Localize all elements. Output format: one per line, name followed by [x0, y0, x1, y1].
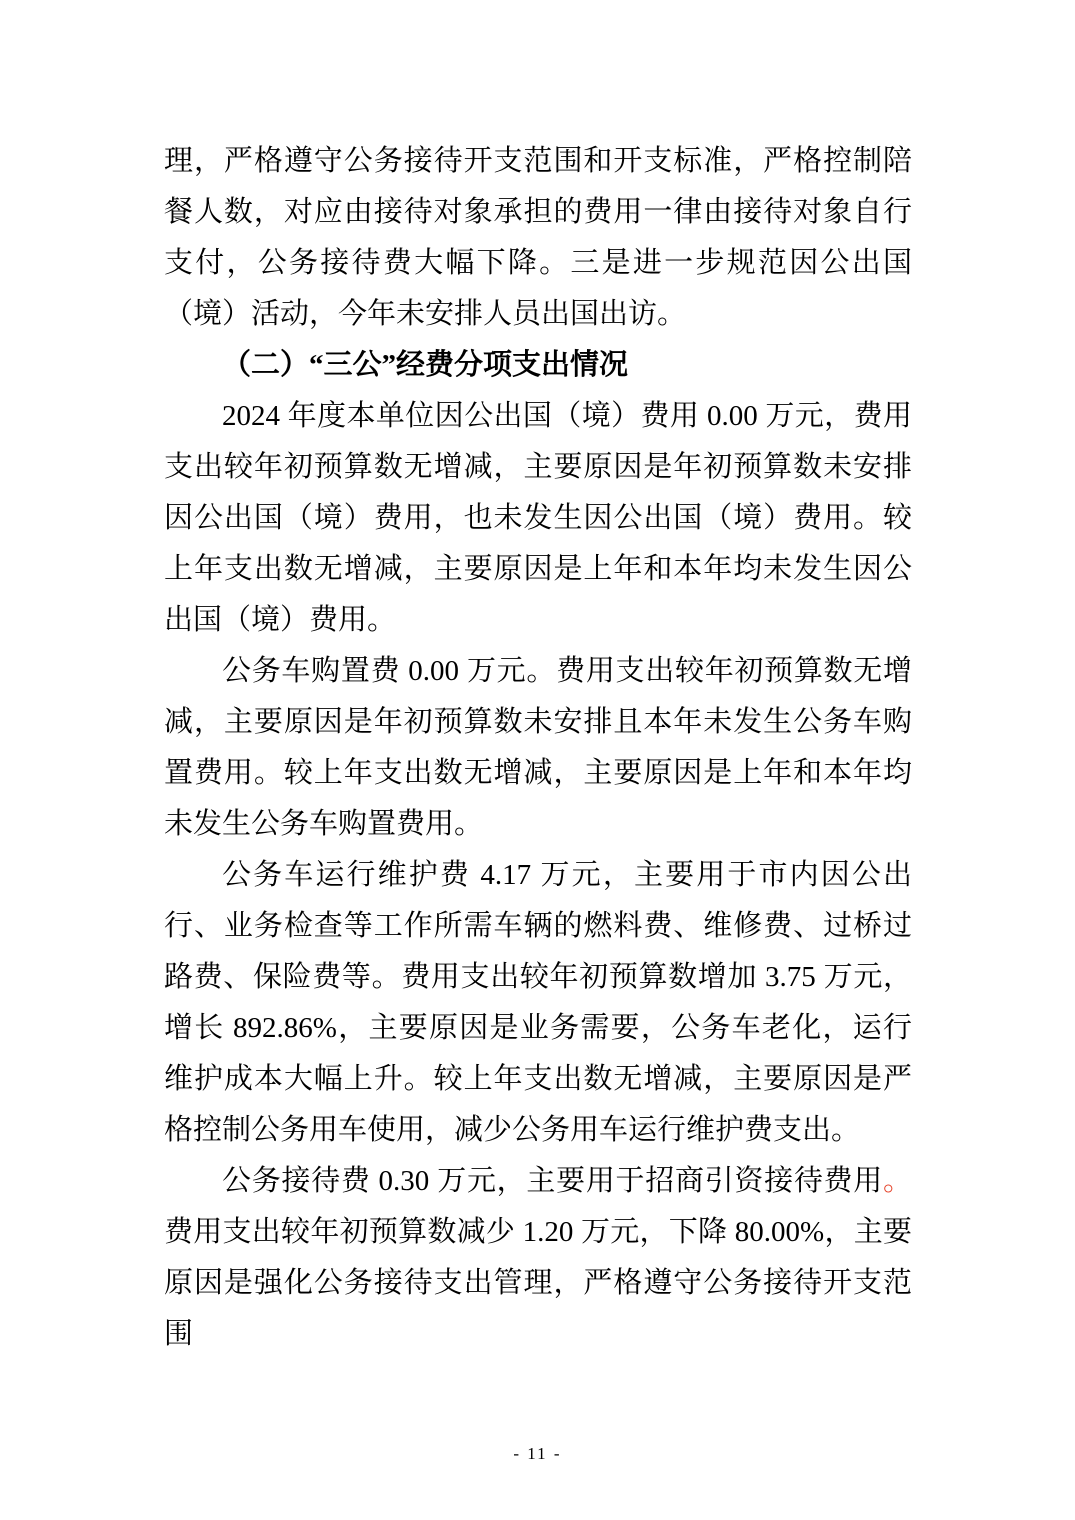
paragraph-vehicle-maintenance: 公务车运行维护费 4.17 万元，主要用于市内因公出行、业务检查等工作所需车辆的燃料费、维修费、过桥过路费、保险费等。费用支出较年初预算数增加 3.75 万元，增长 892.86%，主要原因是业务需要，公务车老化，运行维护成本大幅上升。较上年支出数无增减，主要原因是严格控制公务用车使用，减少公务用车运行维护费支出。 — [164, 859, 912, 1146]
paragraph-vehicle-purchase: 公务车购置费 0.00 万元。费用支出较年初预算数无增减，主要原因是年初预算数未安排且本年未发生公务车购置费用。较上年支出数无增减，主要原因是上年和本年均未发生公务车购置费用。 — [164, 655, 912, 840]
document-body — [164, 136, 912, 1360]
paragraph-continuation: 理，严格遵守公务接待开支范围和开支标准，严格控制陪餐人数，对应由接待对象承担的费用一律由接待对象自行支付，公务接待费大幅下降。三是进一步规范因公出国（境）活动，今年未安排人员出国出访。 — [164, 145, 912, 330]
section-heading: （二）“三公”经费分项支出情况 — [222, 349, 629, 381]
reception-text-rest: 费用支出较年初预算数减少 1.20 万元，下降 80.00%，主要原因是强化公务接待支出管理，严格遵守公务接待开支范围 — [164, 1216, 912, 1350]
page-number: - 11 - — [513, 1444, 562, 1463]
red-period-mark: 。 — [882, 1165, 912, 1197]
paragraph-abroad-expense: 2024 年度本单位因公出国（境）费用 0.00 万元，费用支出较年初预算数无增减，主要原因是年初预算数未安排因公出国（境）费用，也未发生因公出国（境）费用。较上年支出数无增减，主要原因是上年和本年均未发生因公出国（境）费用。 — [164, 400, 912, 636]
paragraph-reception-expense — [164, 1156, 912, 1360]
reception-text-lead: 公务接待费 0.30 万元，主要用于招商引资接待费用 — [222, 1165, 883, 1197]
